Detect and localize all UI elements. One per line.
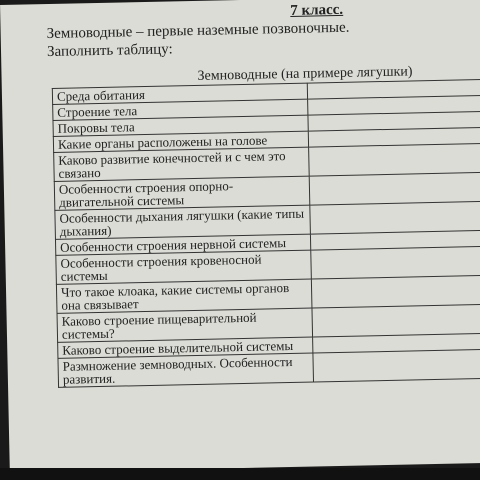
table-title: Земноводные (на примере лягушки) <box>197 64 413 84</box>
question-cell: Каково строение выделительной системы <box>58 337 313 358</box>
question-cell: Особенности дыхания лягушки (какие типы дыхания) <box>55 205 310 239</box>
answer-cell <box>309 172 480 205</box>
worksheet-heading: Земноводные – первые наземные позвоночные. <box>46 19 350 43</box>
answer-cell <box>313 349 480 382</box>
question-cell: Каково развитие конечностей и с чем это связано <box>54 147 309 181</box>
question-cell: Какие органы расположены на голове <box>53 131 308 152</box>
photo-shadow <box>0 468 480 480</box>
worksheet-table <box>52 79 480 388</box>
answer-cell <box>311 275 480 308</box>
answer-cell <box>310 201 480 234</box>
question-cell: Особенности строения кровеносной системы <box>56 250 311 284</box>
instruction-text: Заполнить таблицу: <box>46 41 173 61</box>
answer-cell <box>308 143 480 176</box>
grade-label: 7 класс. <box>290 1 344 19</box>
question-cell: Что такое клоака, какие системы органов она связывает <box>56 279 311 313</box>
answer-cell <box>311 246 480 279</box>
answer-cell <box>312 304 480 337</box>
question-cell: Покровы тела <box>53 115 308 136</box>
question-cell: Каково строение пищеварительной системы? <box>57 308 312 342</box>
question-cell: Особенности строения нервной системы <box>55 234 310 255</box>
question-cell: Среда обитания <box>52 83 307 104</box>
question-cell: Строение тела <box>53 99 308 120</box>
question-cell: Особенности строения опорно-двигательной системы <box>54 176 309 210</box>
question-cell: Размножение земноводных. Особенности развития. <box>58 353 313 387</box>
